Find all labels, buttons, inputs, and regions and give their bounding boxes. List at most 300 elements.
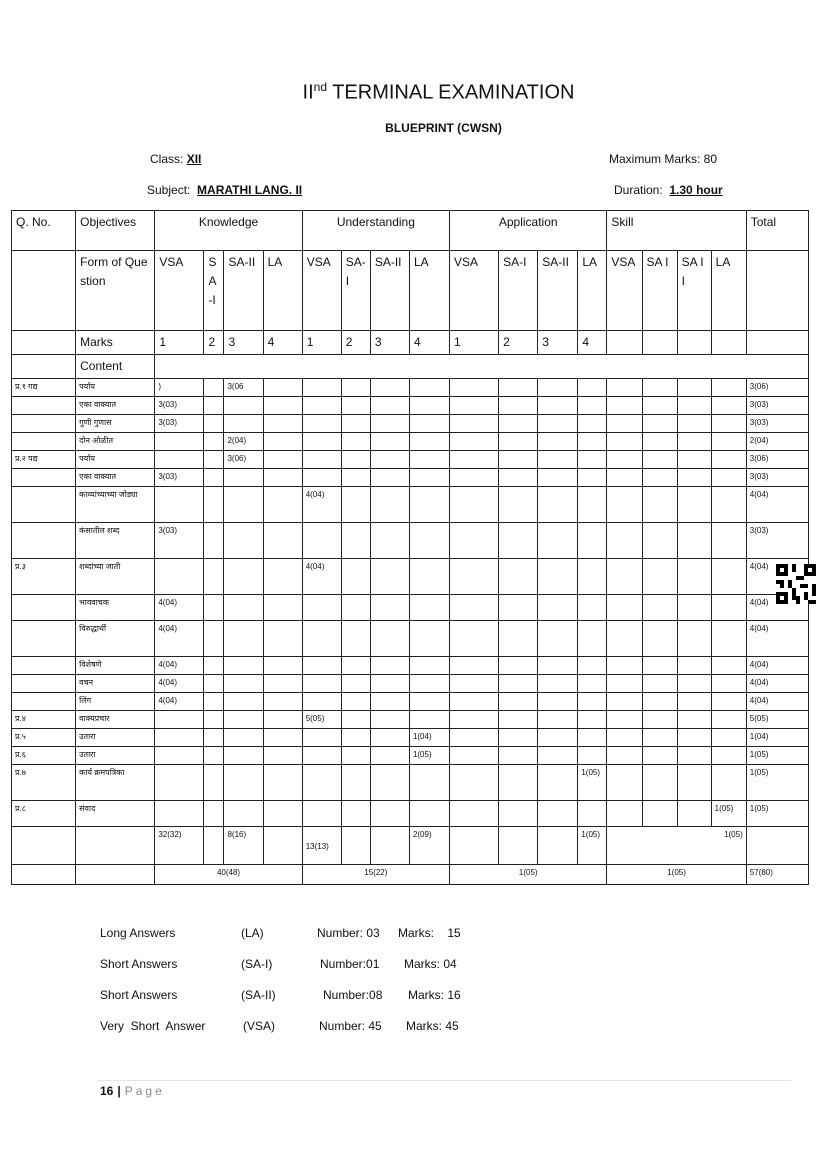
table-cell bbox=[538, 711, 578, 729]
table-cell: 1(04) bbox=[409, 729, 449, 747]
table-cell bbox=[409, 379, 449, 397]
summary-label: Very Short Answer bbox=[100, 1019, 206, 1033]
table-cell bbox=[711, 331, 746, 355]
question-number-cell bbox=[12, 415, 76, 433]
table-cell bbox=[12, 251, 76, 331]
table-cell: 3(06 bbox=[224, 379, 263, 397]
table-cell bbox=[204, 675, 224, 693]
table-cell bbox=[711, 693, 746, 711]
table-cell bbox=[155, 747, 204, 765]
table-cell bbox=[204, 693, 224, 711]
table-cell bbox=[12, 827, 76, 865]
table-cell: 1(05) bbox=[607, 865, 746, 885]
table-cell: 40(48) bbox=[155, 865, 302, 885]
table-cell bbox=[263, 451, 302, 469]
table-cell bbox=[607, 729, 642, 747]
table-cell bbox=[607, 331, 642, 355]
table-cell bbox=[711, 379, 746, 397]
table-cell bbox=[370, 433, 409, 451]
table-cell bbox=[499, 621, 538, 657]
question-number-cell: प्र.५ bbox=[12, 729, 76, 747]
table-cell bbox=[711, 729, 746, 747]
subject-info: Subject: MARATHI LANG. II bbox=[147, 183, 303, 197]
table-cell bbox=[263, 433, 302, 451]
table-cell bbox=[677, 469, 711, 487]
objective-cell: एका वाक्यात bbox=[76, 397, 155, 415]
table-cell bbox=[370, 711, 409, 729]
table-cell bbox=[409, 657, 449, 675]
table-cell bbox=[370, 801, 409, 827]
question-number-cell: प्र.३ bbox=[12, 559, 76, 595]
summary-number: Number: 45 bbox=[319, 1019, 382, 1033]
table-cell: 3(03) bbox=[155, 523, 204, 559]
question-number-cell bbox=[12, 469, 76, 487]
question-number-cell bbox=[12, 675, 76, 693]
table-cell bbox=[642, 621, 677, 657]
table-cell bbox=[409, 559, 449, 595]
marks-cell: 4 bbox=[578, 331, 607, 355]
table-cell bbox=[607, 523, 642, 559]
objective-cell: उतारा bbox=[76, 747, 155, 765]
header-cell: Understanding bbox=[302, 211, 449, 251]
table-cell bbox=[538, 693, 578, 711]
header-cell: Objectives bbox=[76, 211, 155, 251]
table-cell bbox=[302, 675, 341, 693]
table-cell bbox=[224, 559, 263, 595]
table-cell: 1(05) bbox=[607, 827, 746, 865]
table-cell bbox=[538, 675, 578, 693]
table-cell bbox=[677, 765, 711, 801]
table-cell bbox=[607, 657, 642, 675]
table-cell bbox=[302, 415, 341, 433]
table-cell bbox=[204, 827, 224, 865]
table-cell bbox=[263, 693, 302, 711]
table-cell bbox=[578, 523, 607, 559]
table-cell bbox=[204, 523, 224, 559]
form-cell: LA bbox=[711, 251, 746, 331]
page-word: Page bbox=[124, 1084, 165, 1098]
row-total-cell: 3(03) bbox=[746, 469, 808, 487]
table-cell: 2(04) bbox=[224, 433, 263, 451]
table-cell bbox=[204, 729, 224, 747]
marks-cell: 4 bbox=[263, 331, 302, 355]
summary-number: Number: 03 bbox=[317, 926, 380, 940]
table-cell bbox=[677, 451, 711, 469]
table-cell bbox=[204, 469, 224, 487]
table-cell bbox=[224, 747, 263, 765]
table-cell bbox=[263, 621, 302, 657]
table-cell bbox=[12, 355, 76, 379]
table-cell bbox=[538, 523, 578, 559]
table-cell bbox=[341, 729, 370, 747]
table-cell bbox=[224, 397, 263, 415]
table-cell: 4(04) bbox=[155, 675, 204, 693]
row-total-cell: 4(04) bbox=[746, 657, 808, 675]
summary-marks: Marks: 04 bbox=[404, 957, 457, 971]
grand-total-cell: 57(80) bbox=[746, 865, 808, 885]
table-cell bbox=[370, 397, 409, 415]
table-cell bbox=[538, 657, 578, 675]
table-row bbox=[12, 657, 809, 675]
question-number-cell bbox=[12, 693, 76, 711]
objective-cell: काव्यांच्याच्या जोड्या bbox=[76, 487, 155, 523]
marks-cell: 3 bbox=[224, 331, 263, 355]
footer-divider bbox=[97, 1080, 791, 1081]
question-number-cell: प्र.२ पद्य bbox=[12, 451, 76, 469]
table-cell bbox=[224, 487, 263, 523]
summary-number: Number:01 bbox=[320, 957, 380, 971]
objective-cell: विरुद्धार्थी bbox=[76, 621, 155, 657]
row-total-cell: 4(04) bbox=[746, 675, 808, 693]
table-cell bbox=[450, 675, 499, 693]
table-cell bbox=[409, 397, 449, 415]
table-cell: 2(09) bbox=[409, 827, 449, 865]
table-cell bbox=[302, 451, 341, 469]
form-cell: SA II bbox=[677, 251, 711, 331]
table-cell bbox=[499, 379, 538, 397]
table-cell bbox=[677, 487, 711, 523]
table-cell bbox=[677, 801, 711, 827]
table-cell bbox=[711, 621, 746, 657]
marks-cell: 1 bbox=[155, 331, 204, 355]
table-cell: 32(32) bbox=[155, 827, 204, 865]
table-cell bbox=[341, 559, 370, 595]
page-number: 16 bbox=[100, 1084, 114, 1098]
table-cell: 4(04) bbox=[155, 657, 204, 675]
table-cell bbox=[341, 415, 370, 433]
table-cell bbox=[409, 711, 449, 729]
table-cell bbox=[642, 523, 677, 559]
table-cell bbox=[677, 415, 711, 433]
table-cell bbox=[341, 765, 370, 801]
table-cell bbox=[224, 415, 263, 433]
table-cell bbox=[746, 331, 808, 355]
table-row bbox=[12, 595, 809, 621]
table-cell bbox=[499, 801, 538, 827]
table-cell bbox=[224, 523, 263, 559]
table-cell bbox=[450, 433, 499, 451]
table-cell bbox=[450, 765, 499, 801]
table-cell bbox=[711, 523, 746, 559]
table-cell bbox=[204, 433, 224, 451]
row-total-cell: 1(05) bbox=[746, 747, 808, 765]
table-cell bbox=[263, 711, 302, 729]
duration-info: Duration: 1.30 hour bbox=[614, 183, 723, 197]
table-cell bbox=[409, 675, 449, 693]
marks-cell: 1 bbox=[302, 331, 341, 355]
table-row bbox=[12, 379, 809, 397]
table-cell bbox=[155, 801, 204, 827]
table-cell bbox=[677, 747, 711, 765]
table-cell bbox=[711, 433, 746, 451]
table-cell bbox=[409, 451, 449, 469]
table-cell bbox=[578, 379, 607, 397]
table-cell bbox=[263, 397, 302, 415]
table-cell: 4(04) bbox=[302, 487, 341, 523]
table-cell bbox=[499, 729, 538, 747]
table-cell bbox=[224, 621, 263, 657]
table-cell bbox=[263, 729, 302, 747]
table-cell bbox=[607, 415, 642, 433]
table-cell bbox=[204, 559, 224, 595]
table-cell: 3(03) bbox=[155, 397, 204, 415]
table-cell bbox=[409, 469, 449, 487]
grand-total-row bbox=[12, 865, 809, 885]
row-total-cell: 1(05) bbox=[746, 801, 808, 827]
table-row bbox=[12, 433, 809, 451]
max-marks: Maximum Marks: 80 bbox=[609, 152, 718, 166]
table-cell bbox=[499, 451, 538, 469]
table-cell bbox=[204, 747, 224, 765]
table-cell bbox=[370, 379, 409, 397]
blueprint-table bbox=[11, 210, 809, 885]
table-cell bbox=[499, 433, 538, 451]
table-cell bbox=[677, 433, 711, 451]
table-row bbox=[12, 747, 809, 765]
table-cell: 4(04) bbox=[302, 559, 341, 595]
header-cell: Skill bbox=[607, 211, 746, 251]
table-cell bbox=[76, 827, 155, 865]
table-cell bbox=[224, 711, 263, 729]
question-number-cell: प्र.७ bbox=[12, 765, 76, 801]
table-cell bbox=[642, 559, 677, 595]
row-total-cell: 4(04) bbox=[746, 621, 808, 657]
table-cell bbox=[499, 675, 538, 693]
row-total-cell: 5(05) bbox=[746, 711, 808, 729]
table-cell bbox=[155, 433, 204, 451]
table-cell bbox=[578, 747, 607, 765]
table-cell bbox=[450, 469, 499, 487]
summary-code: (LA) bbox=[241, 926, 264, 940]
page-subtitle: BLUEPRINT (CWSN) bbox=[385, 121, 502, 135]
row-total-cell: 3(03) bbox=[746, 397, 808, 415]
table-cell bbox=[450, 559, 499, 595]
objective-cell: वचन bbox=[76, 675, 155, 693]
table-cell bbox=[538, 621, 578, 657]
table-cell bbox=[263, 487, 302, 523]
table-cell bbox=[607, 595, 642, 621]
table-cell bbox=[204, 801, 224, 827]
table-cell bbox=[302, 469, 341, 487]
table-cell bbox=[302, 801, 341, 827]
table-cell bbox=[302, 621, 341, 657]
objective-cell: कार्य क्रमपत्रिका bbox=[76, 765, 155, 801]
table-cell bbox=[578, 451, 607, 469]
table-row bbox=[12, 621, 809, 657]
table-cell bbox=[578, 801, 607, 827]
objective-cell: शब्दांच्या जाती bbox=[76, 559, 155, 595]
table-cell bbox=[450, 801, 499, 827]
form-cell: SA-I bbox=[204, 251, 224, 331]
table-cell bbox=[302, 765, 341, 801]
table-cell bbox=[409, 415, 449, 433]
table-cell bbox=[263, 765, 302, 801]
table-cell bbox=[538, 469, 578, 487]
class-info: Class: XII bbox=[150, 152, 202, 166]
question-number-cell: प्र.६ bbox=[12, 747, 76, 765]
table-cell bbox=[499, 469, 538, 487]
table-cell bbox=[263, 379, 302, 397]
table-cell bbox=[677, 711, 711, 729]
table-cell: 3(03) bbox=[155, 415, 204, 433]
table-cell bbox=[711, 451, 746, 469]
table-cell bbox=[263, 595, 302, 621]
form-cell: SA-II bbox=[224, 251, 263, 331]
table-cell bbox=[341, 397, 370, 415]
table-cell bbox=[341, 747, 370, 765]
question-number-cell bbox=[12, 523, 76, 559]
marks-cell: 2 bbox=[204, 331, 224, 355]
table-cell bbox=[677, 729, 711, 747]
table-cell: 3(03) bbox=[155, 469, 204, 487]
table-cell: 1(05) bbox=[578, 827, 607, 865]
qr-code-image bbox=[776, 564, 816, 604]
objective-cell: विशेषणे bbox=[76, 657, 155, 675]
form-cell: VSA bbox=[607, 251, 642, 331]
page-title: IInd TERMINAL EXAMINATION bbox=[302, 80, 575, 104]
header-cell: Application bbox=[450, 211, 607, 251]
table-cell bbox=[711, 487, 746, 523]
table-cell bbox=[370, 765, 409, 801]
question-number-cell bbox=[12, 595, 76, 621]
table-cell bbox=[677, 621, 711, 657]
question-number-cell: प्र.१ गद्य bbox=[12, 379, 76, 397]
table-row bbox=[12, 729, 809, 747]
row-total-cell: 2(04) bbox=[746, 433, 808, 451]
question-number-cell: प्र.४ bbox=[12, 711, 76, 729]
table-cell bbox=[642, 595, 677, 621]
objective-cell: भाववाचक bbox=[76, 595, 155, 621]
table-cell bbox=[370, 693, 409, 711]
table-cell bbox=[204, 397, 224, 415]
table-cell bbox=[711, 657, 746, 675]
table-cell bbox=[341, 711, 370, 729]
table-cell: 4(04) bbox=[155, 595, 204, 621]
table-cell bbox=[341, 675, 370, 693]
table-cell bbox=[155, 451, 204, 469]
table-cell bbox=[677, 379, 711, 397]
marks-cell: 1 bbox=[450, 331, 499, 355]
form-cell: SA-I bbox=[499, 251, 538, 331]
question-number-cell bbox=[12, 621, 76, 657]
table-cell bbox=[263, 827, 302, 865]
table-cell bbox=[450, 397, 499, 415]
table-row bbox=[12, 675, 809, 693]
form-cell: Form of Question bbox=[76, 251, 155, 331]
table-cell bbox=[538, 415, 578, 433]
table-cell bbox=[224, 729, 263, 747]
table-cell: 4(04) bbox=[155, 693, 204, 711]
table-cell bbox=[341, 621, 370, 657]
header-cell: Q. No. bbox=[12, 211, 76, 251]
table-cell bbox=[302, 397, 341, 415]
table-cell bbox=[224, 469, 263, 487]
table-cell bbox=[642, 469, 677, 487]
table-cell bbox=[370, 595, 409, 621]
table-cell: 1(05) bbox=[578, 765, 607, 801]
row-total-cell: 1(05) bbox=[746, 765, 808, 801]
question-number-cell bbox=[12, 657, 76, 675]
table-cell bbox=[607, 693, 642, 711]
form-cell: LA bbox=[409, 251, 449, 331]
table-cell bbox=[263, 523, 302, 559]
table-cell bbox=[677, 397, 711, 415]
table-cell bbox=[538, 397, 578, 415]
table-cell bbox=[302, 747, 341, 765]
objective-cell: कंसातील शब्द bbox=[76, 523, 155, 559]
table-cell bbox=[409, 693, 449, 711]
table-cell bbox=[302, 379, 341, 397]
table-cell bbox=[642, 729, 677, 747]
table-cell bbox=[450, 711, 499, 729]
table-cell bbox=[607, 675, 642, 693]
table-cell bbox=[578, 729, 607, 747]
form-cell: SA-II bbox=[370, 251, 409, 331]
table-cell bbox=[677, 657, 711, 675]
marks-cell: 3 bbox=[370, 331, 409, 355]
form-cell: SA-II bbox=[538, 251, 578, 331]
table-cell bbox=[450, 451, 499, 469]
table-cell bbox=[204, 451, 224, 469]
footer-separator: | bbox=[117, 1084, 121, 1098]
table-cell bbox=[204, 765, 224, 801]
summary-marks: Marks: 16 bbox=[408, 988, 461, 1002]
row-total-cell: 3(03) bbox=[746, 523, 808, 559]
table-cell bbox=[642, 765, 677, 801]
table-cell bbox=[155, 711, 204, 729]
summary-label: Short Answers bbox=[100, 957, 178, 971]
table-cell bbox=[409, 433, 449, 451]
table-cell bbox=[450, 621, 499, 657]
table-cell bbox=[578, 415, 607, 433]
summary-label: Long Answers bbox=[100, 926, 176, 940]
table-cell bbox=[263, 469, 302, 487]
table-cell bbox=[370, 827, 409, 865]
table-cell bbox=[450, 729, 499, 747]
table-cell bbox=[204, 415, 224, 433]
table-cell bbox=[538, 827, 578, 865]
table-cell bbox=[607, 711, 642, 729]
table-cell bbox=[578, 711, 607, 729]
table-cell bbox=[370, 523, 409, 559]
objective-cell: पर्याय bbox=[76, 451, 155, 469]
header-cell: Total bbox=[746, 211, 808, 251]
table-cell bbox=[677, 675, 711, 693]
table-cell bbox=[155, 487, 204, 523]
table-cell bbox=[578, 559, 607, 595]
table-cell bbox=[263, 801, 302, 827]
summary-code: (SA-II) bbox=[241, 988, 276, 1002]
summary-label: Short Answers bbox=[100, 988, 178, 1002]
table-cell bbox=[538, 765, 578, 801]
objective-cell: वाक्यप्रचार bbox=[76, 711, 155, 729]
marks-cell: 3 bbox=[538, 331, 578, 355]
table-row bbox=[12, 451, 809, 469]
table-cell bbox=[224, 675, 263, 693]
table-cell: 1(05) bbox=[711, 801, 746, 827]
table-cell bbox=[607, 747, 642, 765]
summary-marks: Marks: 45 bbox=[406, 1019, 459, 1033]
table-cell bbox=[370, 469, 409, 487]
marks-row bbox=[12, 331, 809, 355]
table-cell bbox=[204, 595, 224, 621]
table-cell bbox=[607, 801, 642, 827]
table-cell bbox=[578, 657, 607, 675]
objective-cell: लिंग bbox=[76, 693, 155, 711]
table-cell bbox=[607, 487, 642, 523]
table-cell bbox=[642, 657, 677, 675]
table-cell bbox=[607, 451, 642, 469]
